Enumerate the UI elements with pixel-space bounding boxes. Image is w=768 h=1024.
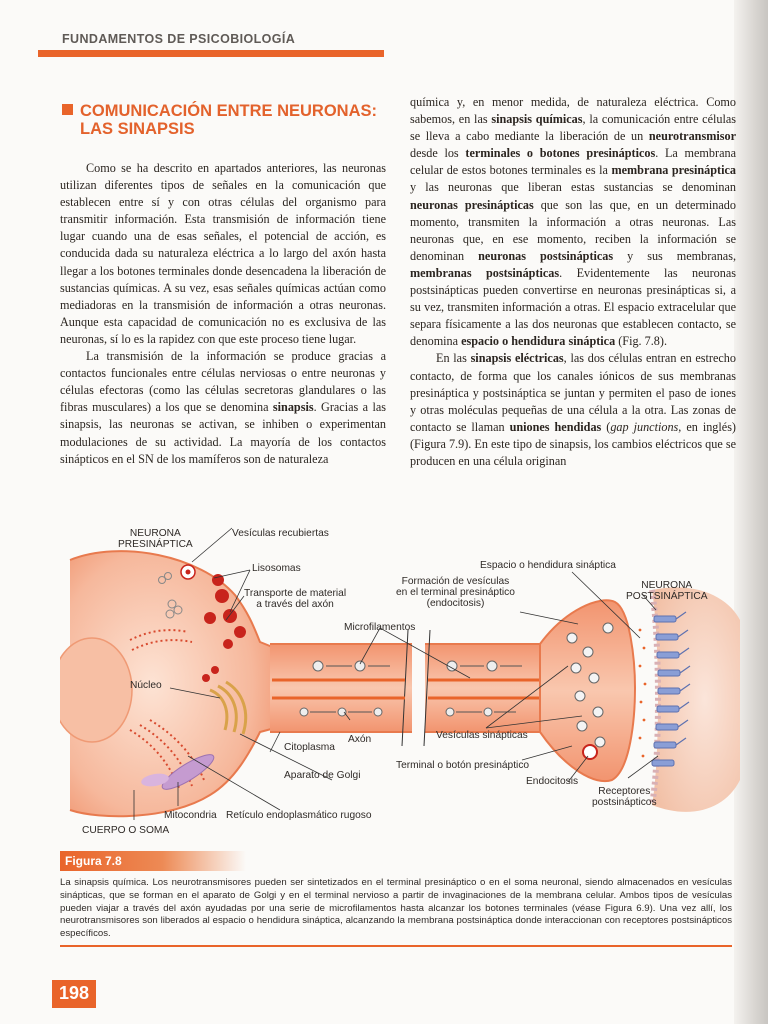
page-number: 198 (58, 983, 90, 1003)
postsynaptic-receptors (652, 616, 680, 766)
left-column (60, 160, 386, 468)
title-square-icon (62, 104, 73, 115)
section-title-line-2: LAS SINAPSIS (80, 120, 195, 138)
label-golgi: Aparato de Golgi (284, 770, 361, 781)
label-rough-er: Retículo endoplasmático rugoso (226, 810, 372, 821)
label-presynaptic-terminal: Terminal o botón presináptico (396, 760, 530, 771)
label-cytoplasm: Citoplasma (284, 742, 335, 753)
axon (270, 630, 545, 746)
label-mitochondrion: Mitocondria (164, 810, 217, 821)
label-postsynaptic-neuron: NEURONA POSTSINÁPTICA (626, 580, 708, 602)
label-lysosomes: Lisosomas (252, 563, 301, 574)
caption-rule (60, 945, 732, 947)
section-title-line-1: COMUNICACIÓN ENTRE NEURONAS: (80, 102, 377, 120)
label-coated-vesicles: Vesículas recubiertas (232, 528, 329, 539)
label-endocytosis: Endocitosis (526, 776, 579, 787)
presynaptic-terminal (540, 600, 635, 781)
label-synaptic-vesicles: Vesículas sinápticas (436, 730, 528, 741)
running-head: FUNDAMENTOS DE PSICOBIOLOGÍA (62, 32, 296, 46)
cell-body-soma (60, 551, 275, 816)
synapse-figure (60, 520, 740, 840)
label-axon: Axón (348, 734, 372, 745)
paragraph-electrical-synapse: En las sinapsis eléctricas, las dos células entran en estrecho contacto, de forma que los canales iónicos de sus membranas presináptica y postsináptica se juntan y permiten el paso de iones y otras moléculas pequeñas de una célula a la otra. Las zonas de contacto se llaman uniones hendidas (gap junctions, en inglés) (Figura 7.9). En este tipo de sinapsis, los cambios eléctricos que se producen en una célula originan (410, 351, 736, 468)
label-axonal-transport: Transporte de material a través del axón (244, 588, 347, 610)
figure-caption: La sinapsis química. Los neurotransmisores pueden ser sintetizados en el terminal presináptico o en el soma neuronal, siendo almacenados en vesículas sinápticas, que se forman en el aparato de Golgi y en el terminal nervioso a partir de invaginaciones de la membrana celular. Ambos tipos de vesículas pueden viajar a través del axón ayudadas por una serie de microfilamentos hasta alcanzar los botones terminales (véase Figura 6.9). Una vez allí, los neurotransmisores son liberados al espacio o hendidura sináptica, alcanzando la membrana postsináptica donde interaccionan con receptores postsinápticos específicos. (60, 877, 732, 940)
paragraph-transmission: La transmisión de la información se produce gracias a contactos funcionales entre células nerviosas o entre neuronas y células efectoras (como las células secretoras glandulares o las fibras musculares) a los que se denomina sinapsis. Gracias a las sinapsis, las neuronas se activan, se inhiben o experimentan modulaciones de su actividad. La mayoría de los contactos sinápticos en el SN de los mamíferos son de naturaleza (60, 349, 387, 466)
label-cell-body: CUERPO O SOMA (82, 825, 170, 836)
page-gutter-shadow (734, 0, 768, 1024)
label-synaptic-cleft: Espacio o hendidura sináptica (480, 560, 616, 571)
postsynaptic-neuron (652, 587, 740, 812)
synaptic-cleft (639, 629, 647, 758)
term-sinapsis: sinapsis (272, 400, 314, 415)
label-microfilaments: Microfilamentos (344, 622, 416, 633)
label-vesicle-formation: Formación de vesículas en el terminal presináptico (endocitosis) (396, 576, 515, 609)
figure-tag: Figura 7.8 (60, 851, 246, 871)
section-title (62, 102, 392, 138)
nucleus (60, 638, 132, 742)
label-nucleus: Núcleo (130, 680, 162, 691)
paragraph-intro: Como se ha descrito en apartados anteriores, las neuronas utilizan diferentes tipos de señales en la comunicación que establecen entre sí y con otras células del organismo para transmitir información. Esta transmisión de información tiene lugar cuando una de esas señales, el potencial de acción, es conducida dada su naturaleza eléctrica a lo largo del axón hasta llegar a los botones terminales donde desencadena la liberación de sustancias químicas. A su vez, esas señales químicas actúan como mediadoras en la transmisión de información a otras neuronas. Aunque esta capacidad de comunicación no es exclusiva de las neuronas, sí lo es la rapidez con que este proceso tiene lugar. (60, 161, 386, 346)
paragraph-chemical-synapse: química y, en menor medida, de naturaleza eléctrica. Como sabemos, en las sinapsis químicas, la comunicación entre células se lleva a cabo mediante la liberación de un neurotransmisor desde los terminales o botones presinápticos. La membrana celular de estos botones terminales es la membrana presináptica y las neuronas que liberan estas sustancias se denominan neuronas presinápticas que son las que, en un determinado momento, transmiten la información a otras neuronas. Las neuronas que, en ese momento, reciben la información se denominan neuronas postsinápticas y sus membranas, membranas postsinápticas. Evidentemente las neuronas postsinápticas pueden convertirse en neuronas presinápticas si, a su vez, transmiten información a otras. El espacio extracelular que separa físicamente a las dos neuronas que establecen contacto, se denomina espacio o hendidura sináptica (Fig. 7.8). (410, 95, 736, 349)
header-rule (38, 50, 384, 57)
right-column (410, 94, 736, 470)
label-presynaptic-neuron: NEURONA PRESINÁPTICA (118, 528, 193, 550)
endocytosis-vesicle (583, 745, 597, 759)
page-number-box (52, 980, 96, 1008)
label-postsynaptic-receptors: Receptores postsinápticos (592, 786, 657, 808)
